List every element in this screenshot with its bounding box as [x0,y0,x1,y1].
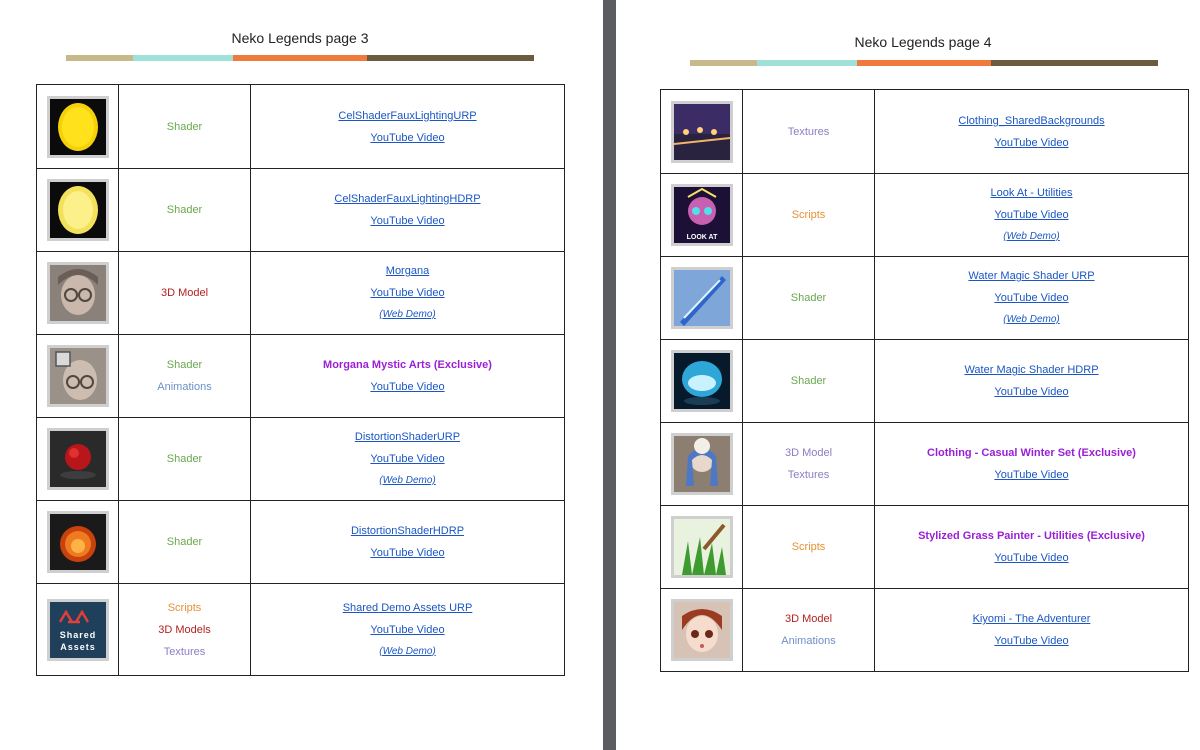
table-row [661,506,1189,589]
table-row [37,335,565,418]
color-bar-segment [991,60,1158,66]
links-cell [251,169,565,252]
web-demo-link[interactable]: (Web Demo) [1003,314,1060,325]
thumbnail-cell [37,501,119,584]
exclusive-asset-link[interactable]: Clothing - Casual Winter Set (Exclusive) [927,447,1136,459]
category-cell [743,423,875,506]
color-bar-segment [233,55,367,61]
thumbnail-cell [661,506,743,589]
links-cell [251,501,565,584]
asset-link[interactable]: Clothing_SharedBackgrounds [958,114,1105,127]
youtube-video-link[interactable]: YouTube Video [370,453,445,465]
color-bar-segment [133,55,233,61]
youtube-video-link[interactable]: YouTube Video [370,381,445,393]
table-row [661,90,1189,174]
category-cell [119,252,251,335]
web-demo-link[interactable]: (Web Demo) [379,309,436,320]
category-cell [119,85,251,169]
svg-text:Assets: Assets [59,641,96,652]
category-cell [119,335,251,418]
orange-distortion-icon [47,511,109,573]
category-tag-scripts: Scripts [167,601,202,614]
category-tag-animations: Animations [157,381,212,393]
table-row [37,252,565,335]
category-cell [743,340,875,423]
kiyomi-face-icon [671,599,733,661]
table-row [661,340,1189,423]
thumbnail-cell [661,174,743,257]
category-tag-textures: Textures [163,645,206,658]
thumbnail-cell [37,85,119,169]
category-cell [743,257,875,340]
youtube-video-link[interactable]: YouTube Video [370,131,445,144]
category-tag-shader: Shader [166,359,203,371]
thumbnail-cell [37,418,119,501]
web-demo-link[interactable]: (Web Demo) [379,475,436,486]
youtube-video-link[interactable]: YouTube Video [994,635,1069,647]
category-tag-scripts: Scripts [791,541,826,553]
youtube-video-link[interactable]: YouTube Video [370,623,445,636]
category-tag-scripts: Scripts [791,209,826,221]
asset-link[interactable]: CelShaderFauxLightingURP [338,109,477,122]
links-cell [251,252,565,335]
red-distortion-icon [47,428,109,490]
asset-link[interactable]: Shared Demo Assets URP [342,601,473,614]
color-bar-segment [66,55,133,61]
category-cell [119,501,251,584]
category-tag-animations: Animations [781,635,836,647]
page-4 [616,0,1200,750]
category-tag-3d-model: 3D Model [784,447,833,459]
thumbnail-cell [37,584,119,676]
color-bar-segment [857,60,991,66]
grass-brush-icon [671,516,733,578]
asset-link[interactable]: DistortionShaderURP [354,431,461,443]
youtube-video-link[interactable]: YouTube Video [370,215,445,227]
thumbnail-cell [661,340,743,423]
color-bar-segment [757,60,857,66]
winter-girl-icon [671,433,733,495]
table-row [37,584,565,676]
links-cell [875,257,1189,340]
category-cell [119,169,251,252]
asset-table [36,84,565,676]
category-cell [743,506,875,589]
links-cell [875,340,1189,423]
table-row [37,85,565,169]
category-tag-3d-model: 3D Model [784,613,833,625]
category-cell [119,418,251,501]
look-at-icon [671,184,733,246]
table-row [661,589,1189,672]
page-title: Neko Legends page 3 [231,30,369,46]
water-blade-icon [671,267,733,329]
svg-text:Shared: Shared [59,629,96,640]
category-tag-shader: Shader [166,536,203,548]
exclusive-asset-link[interactable]: Morgana Mystic Arts (Exclusive) [323,359,492,371]
asset-link[interactable]: Kiyomi - The Adventurer [972,613,1091,625]
links-cell [251,335,565,418]
morgana-mystic-icon [47,345,109,407]
category-tag-textures: Textures [787,125,830,138]
links-cell [251,85,565,169]
youtube-video-link[interactable]: YouTube Video [994,209,1069,221]
category-tag-3d-models: 3D Models [158,623,211,636]
thumbnail-cell [37,252,119,335]
asset-link[interactable]: Water Magic Shader URP [968,270,1095,282]
web-demo-link[interactable]: (Web Demo) [379,645,436,657]
shared-assets-icon [47,599,109,661]
asset-link[interactable]: Water Magic Shader HDRP [964,364,1099,376]
page-title: Neko Legends page 4 [854,34,992,50]
category-tag-textures: Textures [787,469,830,481]
asset-link[interactable]: Look At - Utilities [990,187,1073,199]
asset-table [660,89,1189,672]
header-color-bar [690,60,1158,66]
youtube-video-link[interactable]: YouTube Video [370,547,445,559]
thumbnail-cell [661,423,743,506]
thumbnail-cell [661,90,743,174]
youtube-video-link[interactable]: YouTube Video [994,136,1069,149]
youtube-video-link[interactable]: YouTube Video [994,292,1069,304]
web-demo-link[interactable]: (Web Demo) [1003,231,1060,242]
thumbnail-cell [661,589,743,672]
thumbnail-cell [661,257,743,340]
links-cell [251,584,565,676]
yellow-orb-icon [47,96,109,158]
page-divider [603,0,616,750]
thumbnail-cell [37,169,119,252]
yellow-orb-light-icon [47,179,109,241]
category-tag-shader: Shader [790,375,827,387]
links-cell [875,506,1189,589]
youtube-video-link[interactable]: YouTube Video [994,386,1069,398]
youtube-video-link[interactable]: YouTube Video [370,287,445,299]
table-row [661,257,1189,340]
links-cell [875,90,1189,174]
table-row [661,174,1189,257]
links-cell [875,589,1189,672]
morgana-face-icon [47,262,109,324]
category-cell [743,174,875,257]
table-row [661,423,1189,506]
color-bar-segment [690,60,757,66]
asset-link[interactable]: CelShaderFauxLightingHDRP [334,193,481,205]
header-color-bar [66,55,534,61]
exclusive-asset-link[interactable]: Stylized Grass Painter - Utilities (Exclusive) [918,530,1145,542]
thumbnail-cell [37,335,119,418]
youtube-video-link[interactable]: YouTube Video [994,552,1069,564]
youtube-video-link[interactable]: YouTube Video [994,469,1069,481]
links-cell [875,423,1189,506]
night-street-icon [671,101,733,163]
links-cell [251,418,565,501]
asset-link[interactable]: DistortionShaderHDRP [350,525,465,537]
category-cell [743,589,875,672]
svg-text:LOOK AT: LOOK AT [686,234,717,241]
table-row [37,418,565,501]
asset-link[interactable]: Morgana [385,265,430,277]
category-tag-shader: Shader [166,120,203,133]
category-tag-shader: Shader [166,204,203,216]
table-row [37,501,565,584]
category-tag-shader: Shader [790,292,827,304]
category-tag-shader: Shader [166,453,203,465]
category-tag-3d-model: 3D Model [160,287,209,299]
category-cell [119,584,251,676]
links-cell [875,174,1189,257]
table-row [37,169,565,252]
water-orb-icon [671,350,733,412]
category-cell [743,90,875,174]
color-bar-segment [367,55,534,61]
